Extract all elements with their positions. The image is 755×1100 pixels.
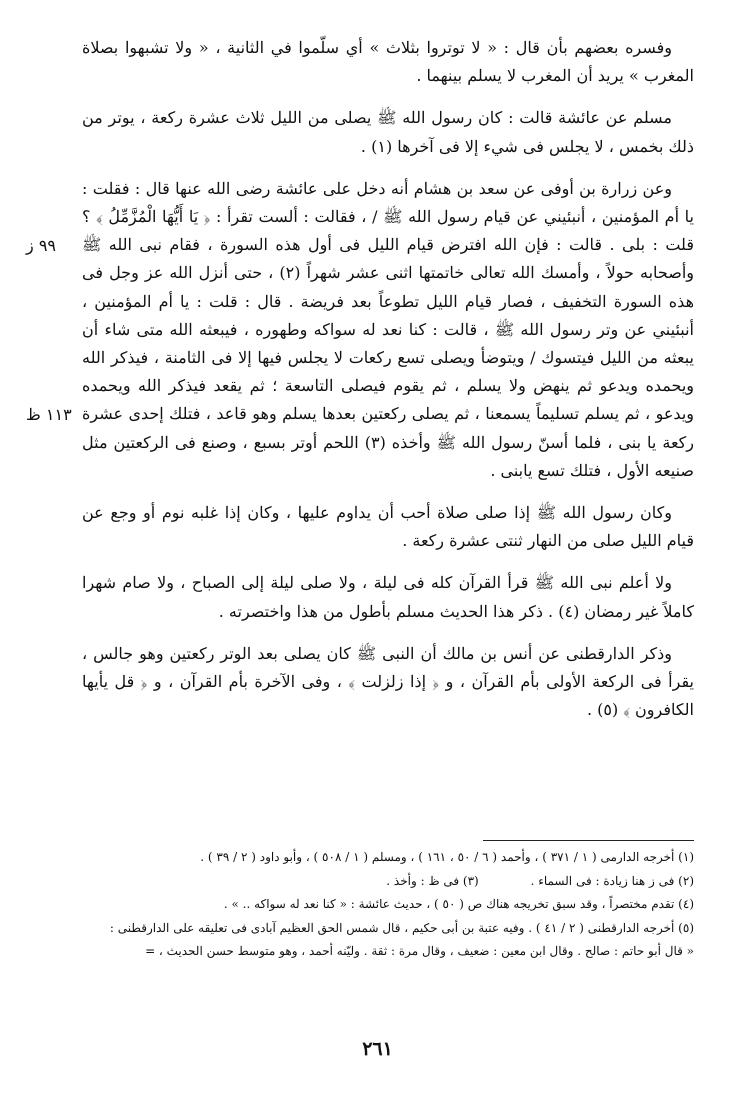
main-text	[82, 34, 694, 736]
manuscript-margin-note: ١١٣ ظ	[26, 405, 72, 424]
footnote: (٣) فى ظ : وأخذ .	[386, 873, 479, 888]
paragraph: مسلم عن عائشة قالت : كان رسول الله ﷺ يصلى من الليل ثلاث عشرة ركعة ، يوتر من ذلك بخمس ، لا يجلس فى شيء إلا فى آخرها (١) .	[82, 108, 694, 156]
footnote-divider	[483, 840, 694, 841]
manuscript-margin-note: ٩٩ ز	[26, 236, 56, 255]
footnote: (٢) فى ز هنا زيادة : فى السماء .	[530, 873, 694, 888]
footnote: (٥) أخرجه الدارقطنى ( ٢ / ٤١ ) . وفيه عتبة بن أبى حكيم ، قال شمس الحق العظيم آبادى فى تعليقه على الدارقطنى :	[109, 920, 694, 935]
footnote-line	[100, 870, 694, 894]
paragraph: وكان رسول الله ﷺ إذا صلى صلاة أحب أن يداوم عليها ، وكان إذا غلبه نوم أو وجع عن قيام الليل صلى من النهار ثنتى عشرة ركعة .	[82, 503, 694, 551]
footnote-continuation: « قال أبو حاتم : صالح . وقال ابن معين : ضعيف ، وقال مرة : ثقة . وليّنه أحمد ، وهو متوسط حسن الحديث ، =	[145, 944, 694, 958]
page-number: ٢٦١	[362, 1038, 393, 1060]
paragraph: وعن زرارة بن أوفى عن سعد بن هشام أنه دخل على عائشة رضى الله عنها قال : فقلت : يا أم المؤمنين ، أنبئيني عن قيام رسول الله ﷺ / ، فقالت : ألست تقرأ : ﴿ يَا أَيُّهَا الْمُزَّمِّلُ ﴾ ؟ قلت : بلى . قالت : فإن الله افترض قيام الليل فى أول هذه السورة ، فقام نبى الله ﷺ وأصحابه حولاً ، وأمسك الله تعالى خاتمتها اثنى عشر شهراً (٢) ، حتى أنزل الله عز وجل فى هذه السورة التخفيف ، فصار قيام الليل تطوعاً بعد فريضة . قال : قلت : يا أم المؤمنين ، أنبئيني عن وتر رسول الله ﷺ ، قالت : كنا نعد له سواكه وطهوره ، فيبعثه الله متى شاء أن يبعثه من الليل فيتسوك / ويتوضأ ويصلى تسع ركعات لا يجلس فيها إلا فى الثامنة ، فيذكر الله ويحمده ويدعو ثم ينهض ولا يسلم ، ثم يقوم فيصلى التاسعة ؛ ثم يقعد فيذكر الله ويحمده ويدعو ، ثم يسلم تسليماً يسمعنا ، ثم يصلى ركعتين بعدها يسلم وهو قاعد ، فتلك إحدى عشرة ركعة يا بنى ، فلما أسنّ رسول الله ﷺ وأخذه (٣) اللحم أوتر بسبع ، وصنع فى الركعتين مثل صنيعه الأول ، فتلك تسع يابنى .	[82, 178, 695, 480]
footnote: (١) أخرجه الدارمى ( ١ / ٣٧١ ) ، وأحمد ( ٦ / ٥٠ ، ١٦١ ) ، ومسلم ( ١ / ٥٠٨ ) ، وأبو داود ( ٢ / ٣٩ ) .	[200, 850, 694, 864]
footnotes	[100, 846, 694, 964]
paragraph: وذكر الدارقطنى عن أنس بن مالك أن النبى ﷺ كان يصلى بعد الوتر ركعتين وهو جالس ، يقرأ فى الركعة الأولى بأم القرآن ، و ﴿ إذا زلزلت ﴾ ، وفى الآخرة بأم القرآن ، و ﴿ قل يأيها الكافرون ﴾ (٥) .	[82, 643, 694, 720]
paragraph: ولا أعلم نبى الله ﷺ قرأ القرآن كله فى ليلة ، ولا صلى ليلة إلى الصباح ، ولا صام شهرا كاملاً غير رمضان (٤) . ذكر هذا الحديث مسلم بأطول من هذا واختصرته .	[82, 573, 694, 621]
footnote: (٤) تقدم مختصراً ، وقد سبق تخريجه هناك ص ( ٥٠ ) ، حديث عائشة : « كنا نعد له سواكه .. » .	[223, 897, 694, 911]
paragraph: وفسره بعضهم بأن قال : « لا توتروا بثلاث » أي سلّموا في الثانية ، « ولا تشبهوا بصلاة المغرب » يريد أن المغرب لا يسلم بينهما .	[82, 38, 694, 86]
